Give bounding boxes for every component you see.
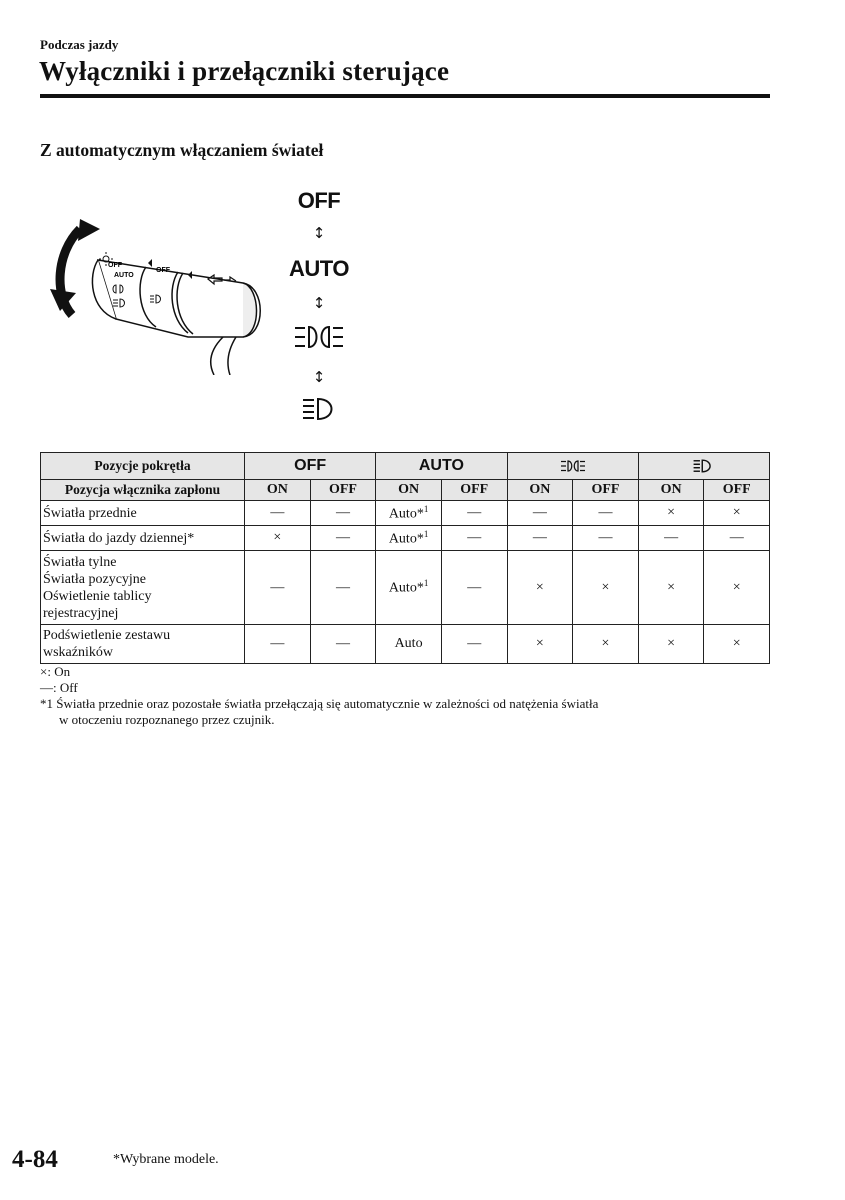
table-row [41,501,770,526]
table-cell: Auto*$^1$ [376,501,442,526]
header-off: OFF [704,480,770,501]
footnote-1-continued: w otoczeniu rozpoznanego przez czujnik. [59,712,275,727]
table-cell: — [507,501,573,526]
lever-label-off-1: OFF [108,262,122,269]
header-switch-position-label: Pozycje pokrętła [41,453,245,480]
table-cell: × [638,625,704,664]
triangle-marker-icon [148,259,152,267]
row-label-instrument-lighting: Podświetlenie zestawu wskaźników [41,625,245,664]
table-cell: — [573,501,639,526]
table-row [41,526,770,551]
header-position-off: OFF [245,453,376,480]
table-row [41,551,770,625]
page-number: 4-84 [12,1146,58,1173]
parking-lights-icon [558,459,588,473]
header-ignition-label: Pozycja włącznika zapłonu [41,480,245,501]
up-down-arrow-icon: ↕ [312,294,326,312]
table-cell: × [638,501,704,526]
table-cell: — [441,551,507,625]
table-subheader-row [41,480,770,501]
subsection-heading: Z automatycznym włączaniem świateł [40,140,324,160]
legend-on: ×: On [40,664,71,679]
table-cell: × [245,526,311,551]
position-off-label: OFF [297,188,341,213]
table-cell: Auto*$^1$ [376,551,442,625]
table-cell: — [245,625,311,664]
up-down-arrow-icon: ↕ [312,224,326,242]
header-position-auto: AUTO [376,453,507,480]
row-label-tail-lights: Światła tylne Światła pozycyjne Oświetlenie tablicy rejestracyjnej [41,551,245,625]
table-cell: Auto*$^1$ [376,526,442,551]
footer-note: *Wybrane modele. [113,1152,219,1167]
table-cell: × [638,551,704,625]
table-cell: — [245,551,311,625]
table-cell: — [704,526,770,551]
table-cell: — [310,526,376,551]
table-notes [40,664,598,728]
header-on: ON [376,480,442,501]
table-cell: Auto [376,625,442,664]
legend-off: —: Off [40,680,78,695]
lever-label-off-2: OFF [156,267,170,274]
table-cell: — [310,625,376,664]
footnote-1: *1 Światła przednie oraz pozostałe światła przełączają się automatycznie w zależności od natężenia światła [40,696,599,711]
table-cell: × [507,551,573,625]
table-header-row [41,453,770,480]
header-on: ON [245,480,311,501]
table-cell: — [638,526,704,551]
row-label-daytime-lights: Światła do jazdy dziennej* [41,526,245,551]
section-label: Podczas jazdy [40,37,119,52]
header-position-parking [507,453,638,480]
lever-label-auto: AUTO [114,272,134,279]
table-cell: × [704,501,770,526]
table-cell: — [441,501,507,526]
headlight-icon [302,397,340,421]
table-cell: × [704,551,770,625]
header-off: OFF [310,480,376,501]
table-cell: — [245,501,311,526]
row-label-headlights: Światła przednie [41,501,245,526]
table-cell: × [507,625,573,664]
header-position-headlight [638,453,769,480]
page-title: Wyłączniki i przełączniki sterujące [39,56,450,86]
table-cell: × [573,551,639,625]
table-cell: × [573,625,639,664]
light-switch-lever-illustration [38,215,268,375]
parking-lights-icon [293,323,345,351]
table-cell: — [441,625,507,664]
title-rule [40,94,770,98]
table-cell: — [310,501,376,526]
header-off: OFF [573,480,639,501]
up-down-arrow-icon: ↕ [312,368,326,386]
table-cell: × [704,625,770,664]
header-on: ON [638,480,704,501]
header-on: ON [507,480,573,501]
table-cell: — [573,526,639,551]
table-cell: — [441,526,507,551]
lights-table [40,452,770,664]
table-cell: — [310,551,376,625]
table-cell: — [507,526,573,551]
table-row [41,625,770,664]
headlight-icon [693,459,715,473]
position-auto-label: AUTO [289,256,349,281]
header-off: OFF [441,480,507,501]
